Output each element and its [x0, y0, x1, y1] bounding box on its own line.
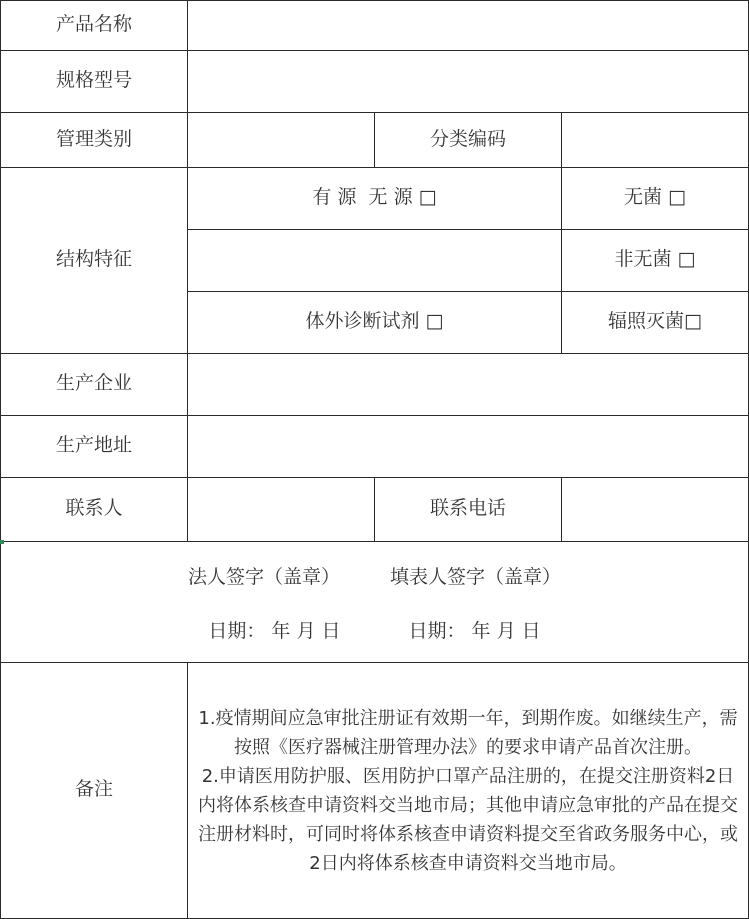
signature-content: [188, 566, 561, 644]
management-category-label: 管理类别: [55, 127, 132, 150]
management-category-field[interactable]: [188, 113, 374, 167]
blank-cell: [188, 230, 561, 291]
signature-block: [0, 541, 749, 662]
date-row: [188, 620, 561, 644]
manufacturer-label: 生产企业: [55, 372, 132, 395]
contact-phone-field[interactable]: [562, 478, 748, 541]
date-field-filler[interactable]: 日期： 年 月 日: [408, 619, 541, 642]
classification-code-field[interactable]: [562, 113, 748, 167]
active-passive-checkbox[interactable]: 有 源 无 源 □: [312, 186, 437, 209]
date-field-legal[interactable]: 日期： 年 月 日: [208, 619, 341, 642]
remarks-paragraph-1: 1.疫情期间应急审批注册证有效期一年，到期作废。如继续生产，需按照《医疗器械注册管理办法》的要求申请产品首次注册。: [198, 707, 738, 758]
production-address-field[interactable]: [188, 416, 748, 477]
contact-field[interactable]: [188, 478, 374, 541]
sterile-checkbox[interactable]: 无菌 □: [624, 186, 686, 209]
product-name-field[interactable]: [188, 1, 748, 50]
product-name-label: 产品名称: [55, 13, 132, 36]
remarks-label: 备注: [74, 778, 113, 801]
irradiation-sterile-checkbox[interactable]: 辐照灭菌□: [608, 310, 702, 333]
legal-person-signature[interactable]: 法人签字（盖章）: [187, 565, 340, 588]
remarks-text: [188, 704, 748, 878]
production-address-label: 生产地址: [55, 434, 132, 457]
spec-model-field[interactable]: [188, 51, 748, 112]
structural-features-label: 结构特征: [55, 248, 132, 271]
filler-signature[interactable]: 填表人签字（盖章）: [390, 565, 562, 588]
non-sterile-checkbox[interactable]: 非无菌 □: [614, 248, 696, 271]
ivd-reagent-checkbox[interactable]: 体外诊断试剂 □: [305, 310, 444, 333]
remarks-content: [188, 663, 748, 918]
signature-row: [188, 566, 561, 590]
spec-model-label: 规格型号: [55, 69, 132, 92]
contact-phone-label: 联系电话: [429, 497, 506, 520]
manufacturer-field[interactable]: [188, 354, 748, 415]
classification-code-label: 分类编码: [429, 127, 506, 150]
contact-label: 联系人: [65, 497, 123, 520]
remarks-paragraph-2: 2.申请医用防护服、医用防护口罩产品注册的，在提交注册资料2日内将体系核查申请资料交当地市局；其他申请应急审批的产品在提交注册材料时，可同时将体系核查申请资料提交至省政务服务中心，或2日内将体系核查申请资料交当地市局。: [198, 765, 738, 874]
